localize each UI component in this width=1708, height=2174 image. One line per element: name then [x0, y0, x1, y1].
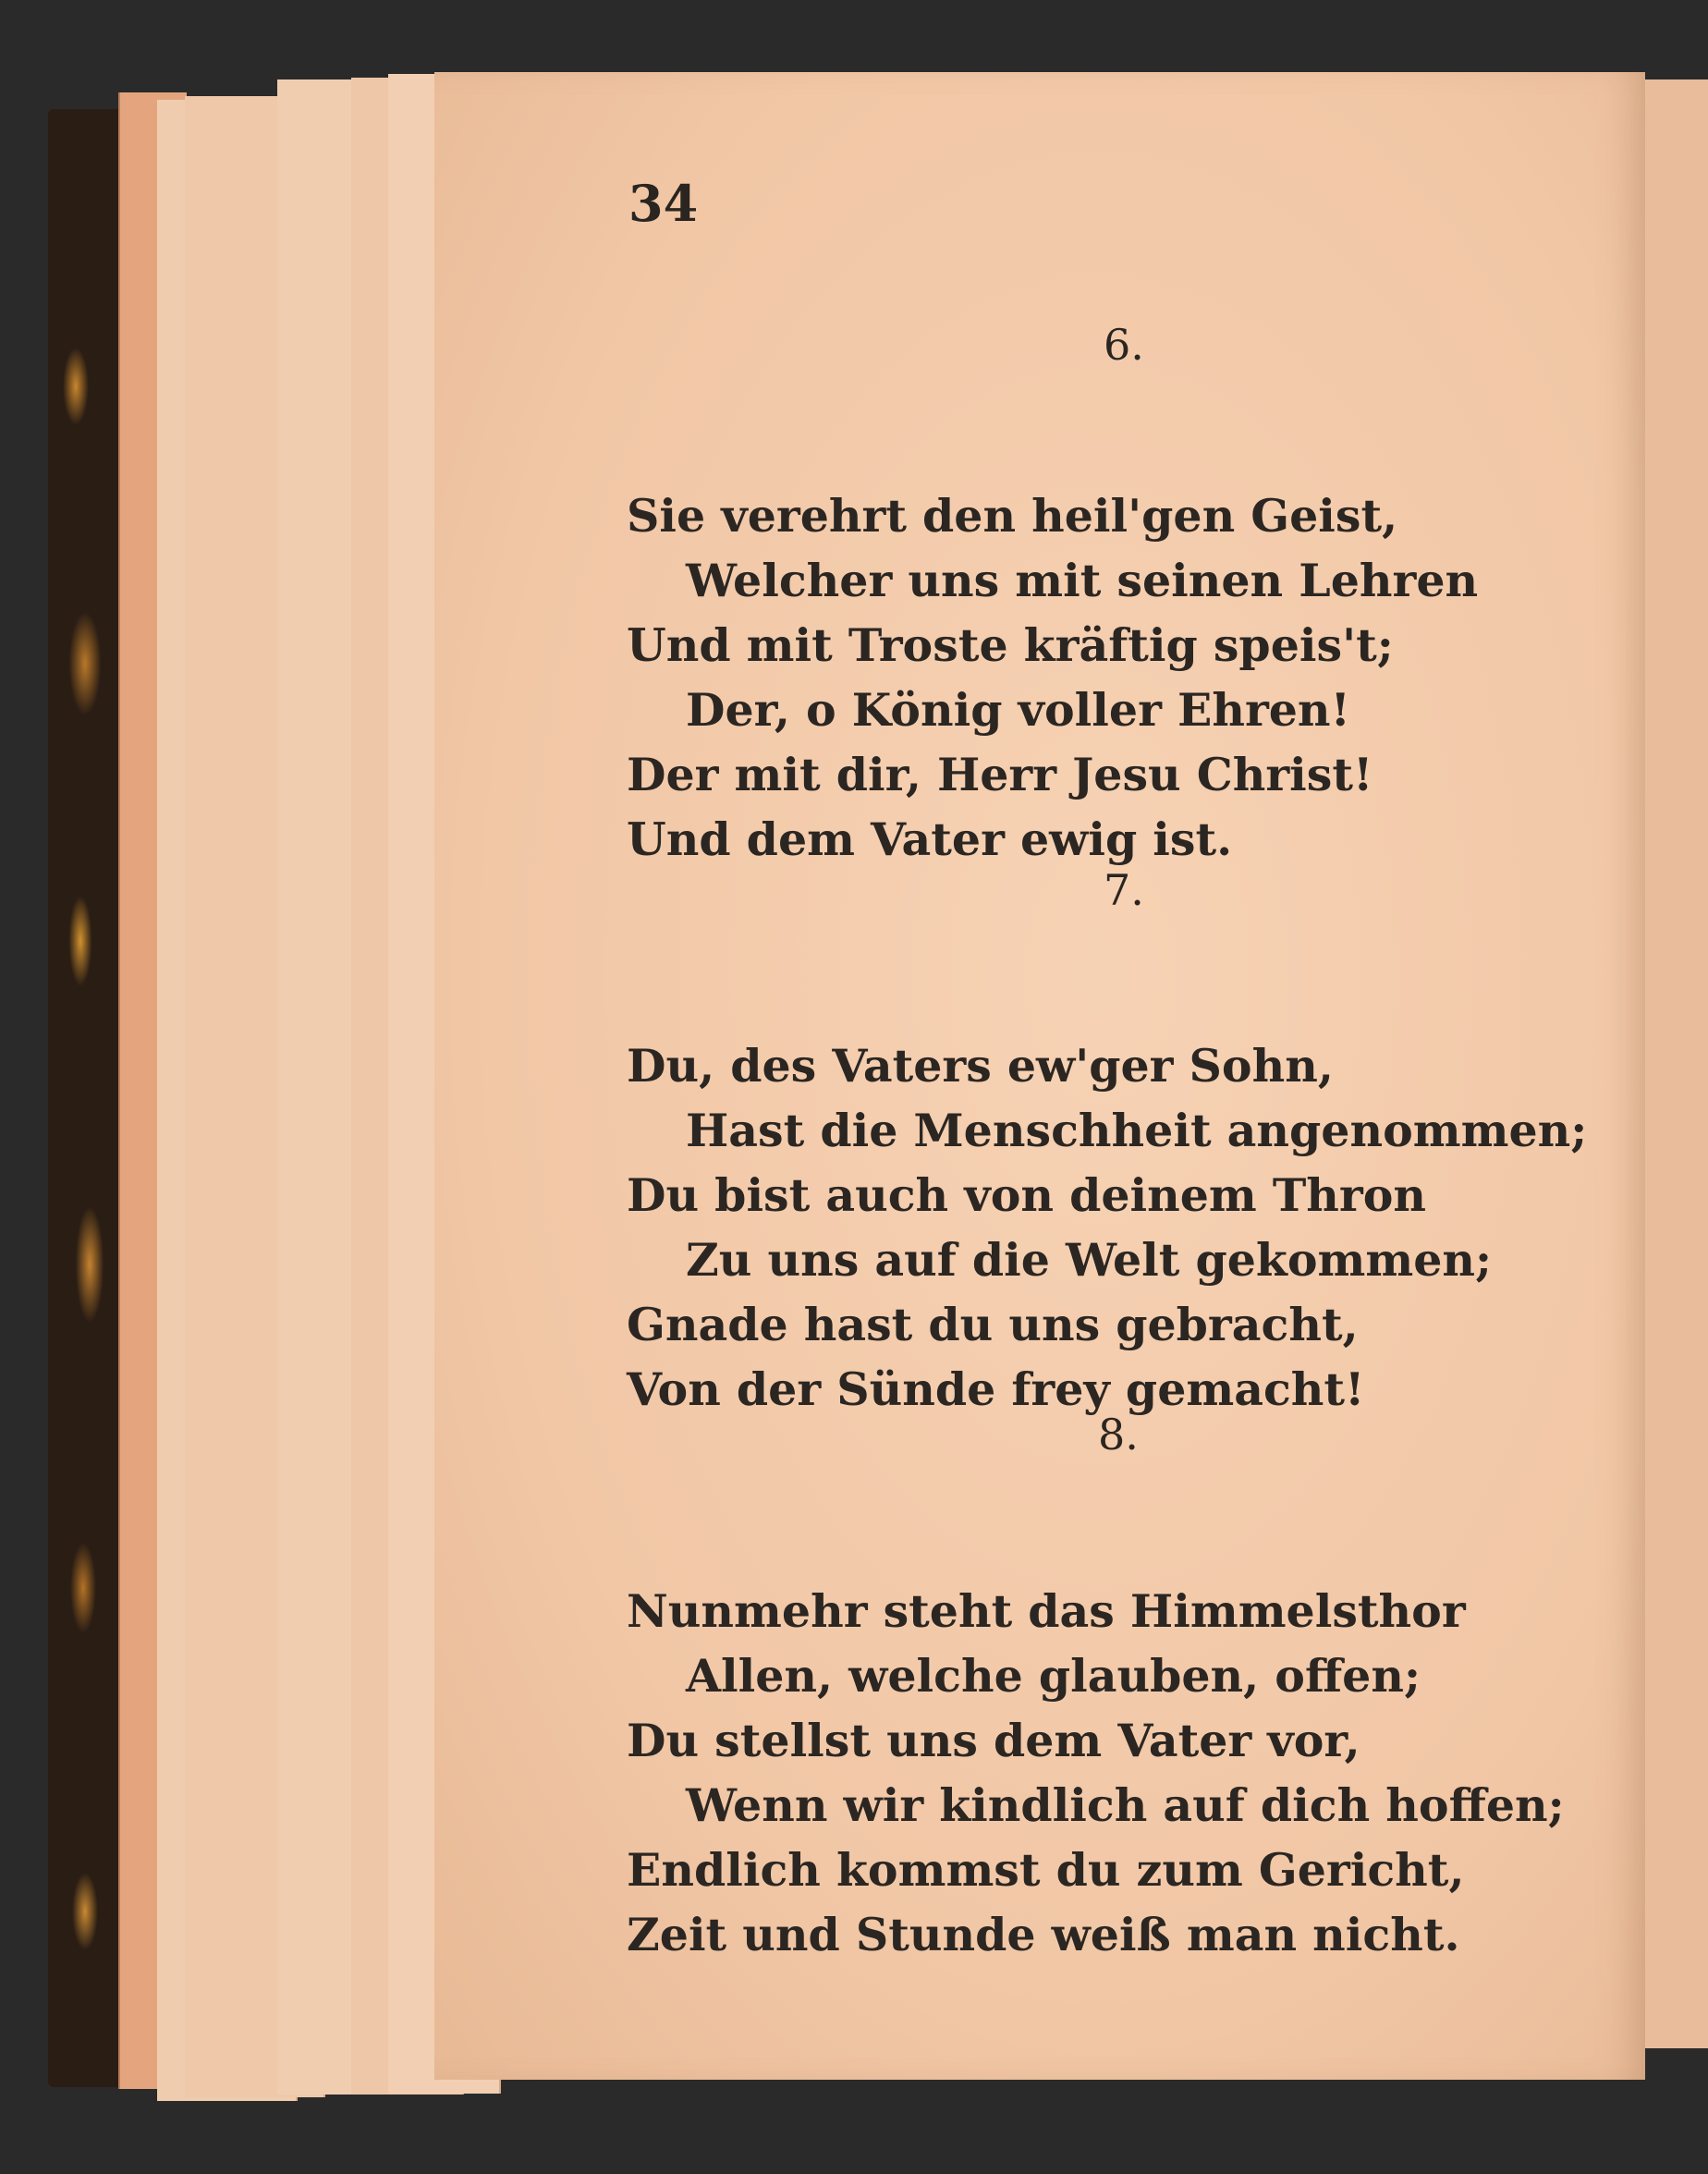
stanza-7: [627, 1033, 1587, 1422]
verse-line: Gnade hast du uns gebracht,: [627, 1298, 1359, 1351]
stanza-8: [627, 1579, 1565, 1967]
stanza-number-7: 7.: [1104, 865, 1144, 915]
verse-line: Du bist auch von deinem Thron: [627, 1168, 1427, 1222]
verse-line: Der mit dir, Herr Jesu Christ!: [627, 748, 1373, 801]
book-page: [434, 72, 1645, 2080]
verse-line: Allen, welche glauben, offen;: [686, 1649, 1421, 1703]
verse-line: Und dem Vater ewig ist.: [627, 812, 1233, 866]
verse-line: Wenn wir kindlich auf dich hoffen;: [686, 1778, 1565, 1832]
stanza-number-8: 8.: [1098, 1410, 1139, 1460]
verse-line: Der, o König voller Ehren!: [686, 683, 1351, 737]
stanza-6: [627, 483, 1478, 872]
verse-line: Zeit und Stunde weiß man nicht.: [627, 1908, 1460, 1961]
page-number: 34: [628, 174, 699, 233]
verse-line: Zu uns auf die Welt gekommen;: [686, 1233, 1493, 1287]
verse-line: Welcher uns mit seinen Lehren: [686, 554, 1479, 607]
verse-line: Sie verehrt den heil'gen Geist,: [627, 489, 1398, 543]
verse-line: Von der Sünde frey gemacht!: [627, 1362, 1365, 1416]
verse-line: Und mit Troste kräftig speis't;: [627, 618, 1394, 672]
stanza-number-6: 6.: [1104, 320, 1144, 370]
verse-line: Du, des Vaters ew'ger Sohn,: [627, 1039, 1334, 1093]
verse-line: Nunmehr steht das Himmelsthor: [627, 1584, 1466, 1638]
marbled-cover: [48, 109, 122, 2087]
verse-line: Hast die Menschheit angenommen;: [686, 1104, 1588, 1157]
verse-line: Du stellst uns dem Vater vor,: [627, 1714, 1360, 1767]
verse-line: Endlich kommst du zum Gericht,: [627, 1843, 1465, 1897]
